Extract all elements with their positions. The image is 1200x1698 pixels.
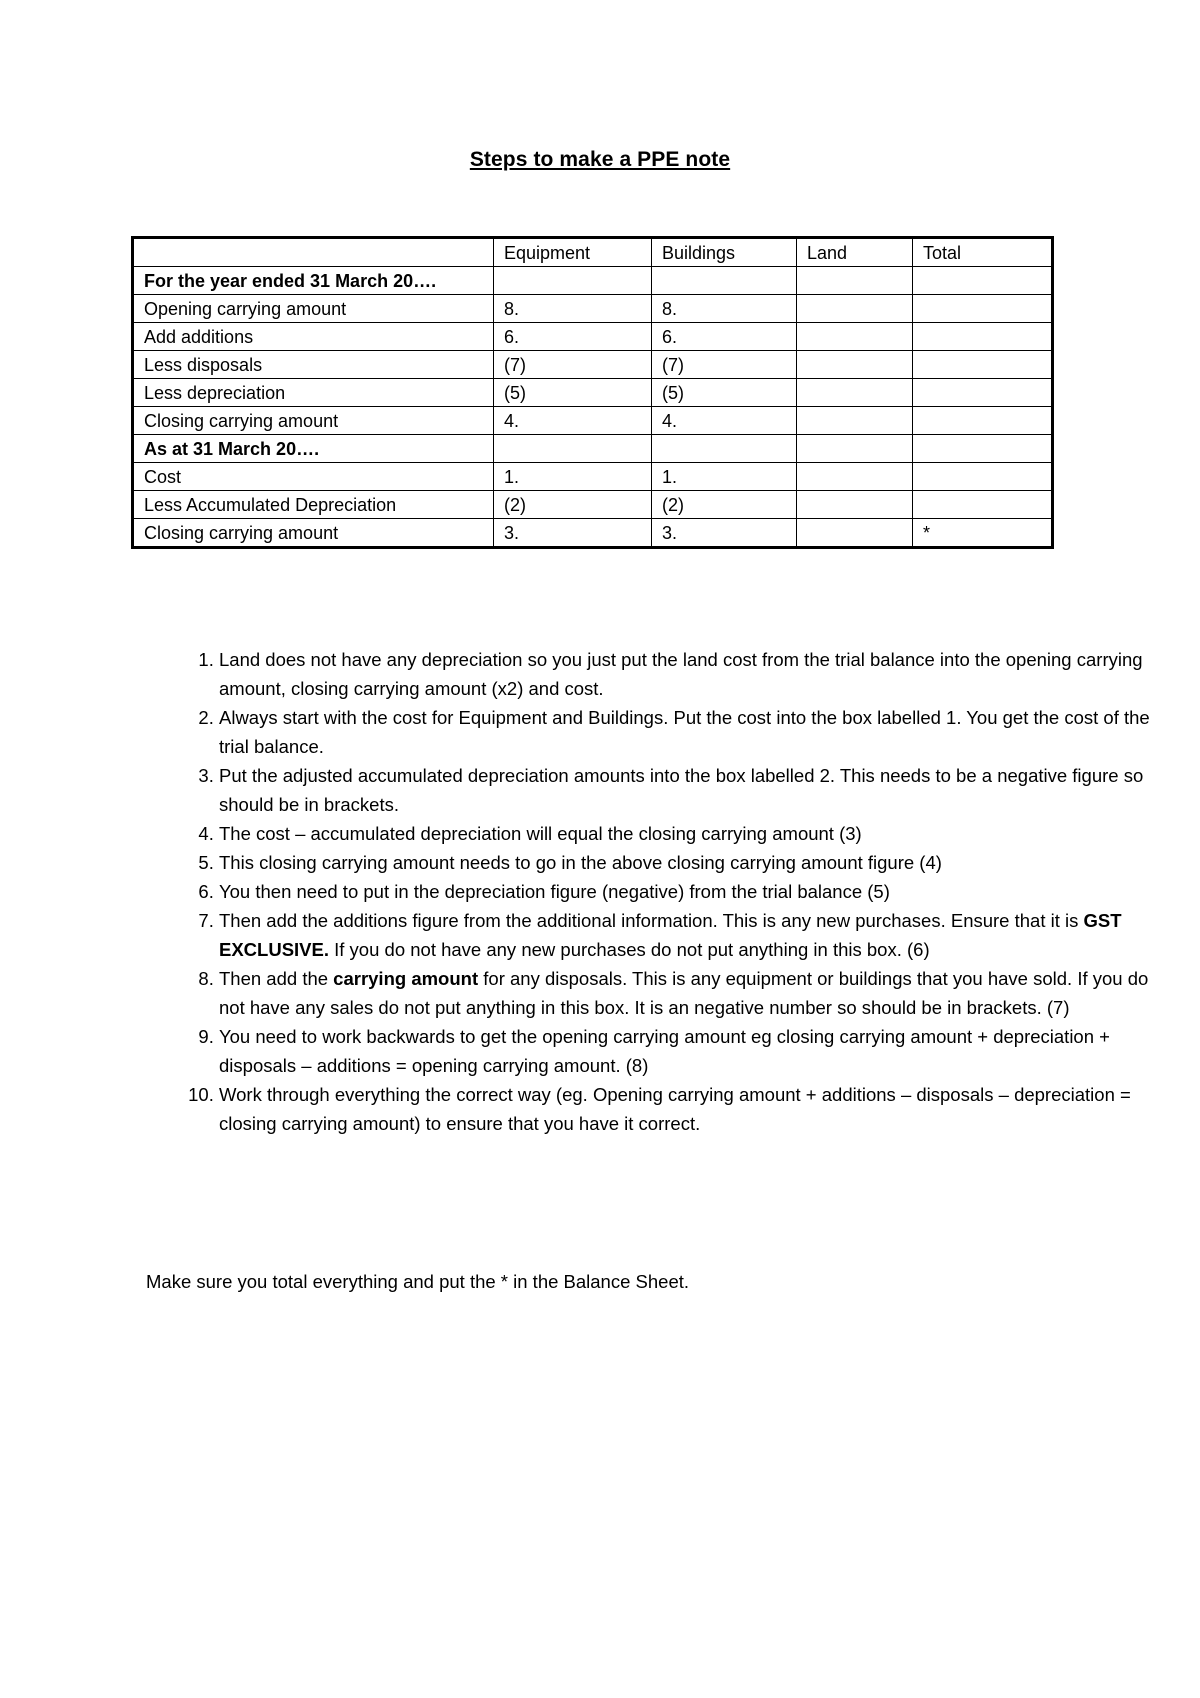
table-cell-total	[913, 379, 1052, 407]
table-cell-label: Cost	[134, 463, 494, 491]
table-row	[134, 351, 1052, 379]
table-cell-buildings: 4.	[652, 407, 797, 435]
table-cell-label: Less depreciation	[134, 379, 494, 407]
step-emphasis: GST EXCLUSIVE.	[219, 910, 1122, 960]
step-item	[219, 1080, 1164, 1138]
step-text: This closing carrying amount needs to go in the above closing carrying amount figure (4)	[219, 852, 942, 873]
page-title: Steps to make a PPE note	[469, 148, 731, 171]
step-item	[219, 819, 1164, 848]
table-cell-equipment	[494, 435, 652, 463]
table-cell-equipment: (5)	[494, 379, 652, 407]
table-cell-land	[797, 519, 913, 547]
table-cell-label: Less Accumulated Depreciation	[134, 491, 494, 519]
table-row	[134, 295, 1052, 323]
table-cell-buildings: 3.	[652, 519, 797, 547]
table-cell-total	[913, 323, 1052, 351]
table-cell-equipment: (2)	[494, 491, 652, 519]
table-cell-equipment	[494, 267, 652, 295]
step-item	[219, 703, 1164, 761]
table-cell-land	[797, 323, 913, 351]
step-text: You then need to put in the depreciation figure (negative) from the trial balance (5)	[219, 881, 890, 902]
table-row	[134, 491, 1052, 519]
table-cell-equipment: 1.	[494, 463, 652, 491]
step-item	[219, 1022, 1164, 1080]
step-item	[219, 848, 1164, 877]
table-cell-land	[797, 379, 913, 407]
table-cell-buildings	[652, 435, 797, 463]
table-cell-total	[913, 407, 1052, 435]
table-row	[134, 379, 1052, 407]
table-cell-land	[797, 407, 913, 435]
table-cell-label: Closing carrying amount	[134, 407, 494, 435]
table-row	[134, 267, 1052, 295]
step-text: Put the adjusted accumulated depreciation amounts into the box labelled 2. This needs to be a negative figure so should be in brackets.	[219, 765, 1144, 815]
table-row	[134, 435, 1052, 463]
table-cell-equipment: (7)	[494, 351, 652, 379]
table-cell-equipment: 4.	[494, 407, 652, 435]
table-row	[134, 519, 1052, 547]
step-text: Land does not have any depreciation so you just put the land cost from the trial balance into the opening carrying amount, closing carrying amount (x2) and cost.	[219, 649, 1143, 699]
step-item	[219, 645, 1164, 703]
step-item	[219, 877, 1164, 906]
table-cell-equipment: 8.	[494, 295, 652, 323]
table-cell-buildings: 1.	[652, 463, 797, 491]
header-cell-blank	[134, 239, 494, 267]
table-cell-buildings: 8.	[652, 295, 797, 323]
table-cell-buildings: (7)	[652, 351, 797, 379]
table-cell-total	[913, 463, 1052, 491]
table-cell-buildings: (5)	[652, 379, 797, 407]
header-cell-total: Total	[913, 239, 1052, 267]
header-cell-buildings: Buildings	[652, 239, 797, 267]
footer-note: Make sure you total everything and put the * in the Balance Sheet.	[146, 1271, 690, 1292]
step-emphasis: carrying amount	[333, 968, 479, 989]
table-cell-land	[797, 491, 913, 519]
table-cell-total	[913, 351, 1052, 379]
step-text: Then add the	[219, 968, 334, 989]
table-header-row	[134, 239, 1052, 267]
step-text: Work through everything the correct way (eg. Opening carrying amount + additions – disposals – depreciation = closing carrying amount) to ensure that you have it correct.	[219, 1084, 1131, 1134]
table-cell-land	[797, 435, 913, 463]
header-cell-equipment: Equipment	[494, 239, 652, 267]
step-item	[219, 964, 1164, 1022]
ppe-note-table	[133, 238, 1052, 547]
step-text: You need to work backwards to get the opening carrying amount eg closing carrying amount + depreciation + disposals – additions = opening carrying amount. (8)	[219, 1026, 1110, 1076]
table-cell-total	[913, 295, 1052, 323]
step-item	[219, 761, 1164, 819]
table-cell-equipment: 6.	[494, 323, 652, 351]
steps-list	[136, 645, 1164, 1138]
table-cell-label: Less disposals	[134, 351, 494, 379]
table-cell-label: For the year ended 31 March 20….	[134, 267, 494, 295]
step-text: Always start with the cost for Equipment and Buildings. Put the cost into the box labelled 1. You get the cost of the trial balance.	[219, 707, 1150, 757]
step-text: for any disposals. This is any equipment or buildings that you have sold. If you do not have any sales do not put anything in this box. It is an negative number so should be in brackets. (7)	[219, 968, 1149, 1018]
step-item	[219, 906, 1164, 964]
table-cell-land	[797, 295, 913, 323]
table-cell-label: As at 31 March 20….	[134, 435, 494, 463]
table-body	[134, 267, 1052, 547]
step-text: If you do not have any new purchases do not put anything in this box. (6)	[329, 939, 930, 960]
table-cell-equipment: 3.	[494, 519, 652, 547]
table-cell-label: Add additions	[134, 323, 494, 351]
table-cell-total: *	[913, 519, 1052, 547]
table-cell-land	[797, 463, 913, 491]
table-cell-buildings: (2)	[652, 491, 797, 519]
step-text: Then add the additions figure from the additional information. This is any new purchases. Ensure that it is	[219, 910, 1084, 931]
table-cell-buildings	[652, 267, 797, 295]
table-cell-label: Opening carrying amount	[134, 295, 494, 323]
step-text: The cost – accumulated depreciation will equal the closing carrying amount (3)	[219, 823, 862, 844]
table-cell-buildings: 6.	[652, 323, 797, 351]
table-cell-total	[913, 435, 1052, 463]
table-cell-label: Closing carrying amount	[134, 519, 494, 547]
table-cell-land	[797, 267, 913, 295]
table-cell-total	[913, 267, 1052, 295]
table-cell-total	[913, 491, 1052, 519]
table-cell-land	[797, 351, 913, 379]
table-row	[134, 463, 1052, 491]
header-cell-land: Land	[797, 239, 913, 267]
table-row	[134, 323, 1052, 351]
table-row	[134, 407, 1052, 435]
